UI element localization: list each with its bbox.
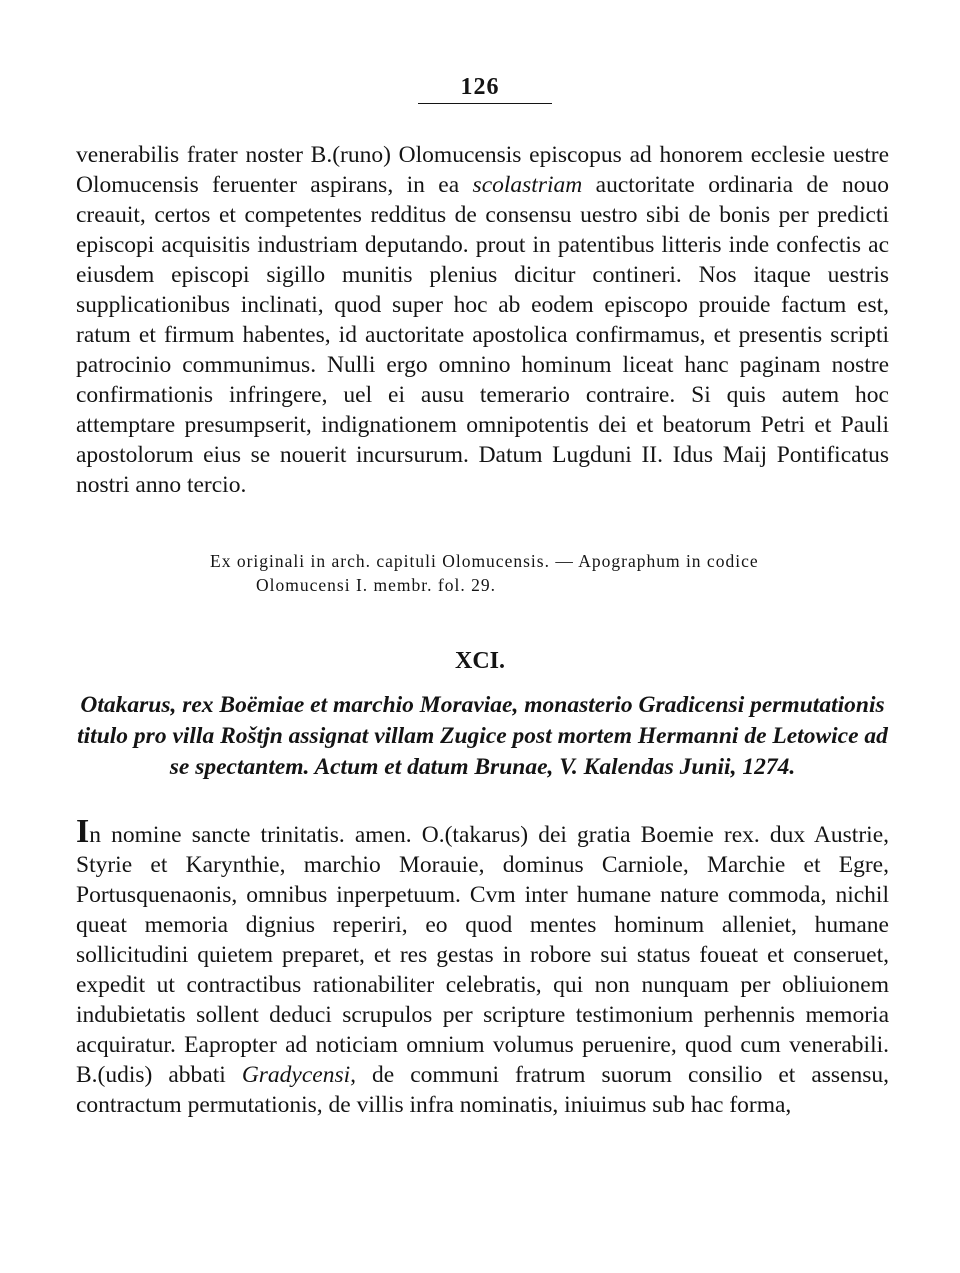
document-number: XCI. [454,648,505,674]
source-note-line-1: Ex originali in arch. capituli Olomucensis. — Apographum in codice [210,551,759,571]
charter-text-b: de communi fratrum suorum consilio et assensu, contractum permutationis, de villis infra nominatis, iniuimus sub hac forma, [76,1062,890,1118]
paragraph-italic-word: scolastriam [472,172,583,198]
initial-letter: I [76,813,90,850]
page-number-rule [418,103,552,104]
source-note-line-2: Olomucensi I. membr. fol. 29. [256,575,496,595]
paragraph-text-a: venerabilis frater noster B.(runo) Olomucensis episcopus ad honorem ecclesie uestre Olomucensis feruenter aspirans, in ea [76,142,889,198]
charter-italic-word: Gradycensi, [241,1062,357,1088]
paragraph-text-b: auctoritate ordinaria de nouo creauit, certos et competentes redditus de consensu uestro sibi de bonis per predicti episcopi acquisitis industriam deputando. prout in patentibus litteris inde confectis ac eiusdem episcopi sigillo munitis plenius dicitur contineri. Nos itaque uestris supplicationibus inclinati, quod super hoc ab eodem episcopo prouide factum est, ratum et firmum habentes, id auctoritate apostolica confirmamus, et presentis scripti patrocinio communimus. Nulli ergo omnino hominum liceat hanc paginam nostre confirmationis infringere, uel ei ausu temerario contraire. Si quis autem hoc attemptare presumpserit, indignationem omnipotentis dei et beatorum Petri et Pauli apostolorum eius se nouerit incursurum. Datum Lugduni II. Idus Maij Pontificatus nostri anno tercio. [76,172,890,498]
page-number: 126 [460,74,500,100]
source-note [210,549,890,597]
charter-text-a: n nomine sancte trinitatis. amen. O.(takarus) dei gratia Boemie rex. dux Austrie, Styrie et Karynthie, marchio Morauie, dominus Carniole, Marchie et Egre, Portusquenaonis, omnibus inperpetuum. Cvm inter humane nature commoda, nichil queat memoria dignius reperiri, eo quod mentes hominum alleniet, humane sollicitudini quietem preparet, et res gestas in robore sui status foueat et conseruet, expedit ut contractibus rationabiliter celebratis, qui non nunquam per obliuionem indubietatis sollent deduci scrupulos per scripture testimonium perhennis memoria acquiratur. Eapropter ad noticiam omnium volumus peruenire, quod cum venerabili. B.(udis) abbati [76,822,889,1088]
charter-paragraph [76,813,890,1120]
paragraph-continued [76,140,889,500]
document-summary: Otakarus, rex Boëmiae et marchio Moraviae, monasterio Gradicensi permutationis titulo pro villa Roštjn assignat villam Zugice post mortem Hermanni de Letowice ad se spectantem. Actum et datum Brunae, V. Kalendas Junii, 1274. [77,692,888,780]
